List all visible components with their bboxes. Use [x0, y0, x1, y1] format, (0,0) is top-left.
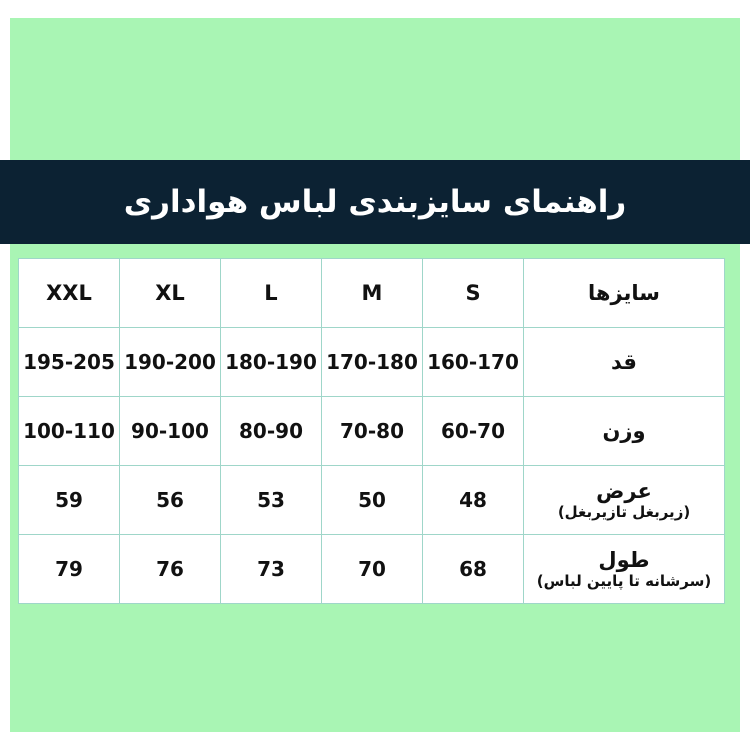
cell-length-xl: 76	[120, 535, 221, 604]
table-header-row	[19, 259, 725, 328]
header-size-m: M	[322, 259, 423, 328]
cell-width-s: 48	[423, 466, 524, 535]
right-margin	[740, 0, 750, 750]
cell-weight-m: 70-80	[322, 397, 423, 466]
cell-height-xxl: 195-205	[19, 328, 120, 397]
table-row	[19, 328, 725, 397]
cell-weight-xxl: 100-110	[19, 397, 120, 466]
row-label-width: عرض (زیربغل تازیربغل)	[524, 466, 725, 535]
header-label: سایزها	[588, 280, 660, 305]
size-table-container	[25, 258, 725, 604]
cell-length-s: 68	[423, 535, 524, 604]
cell-length-l: 73	[221, 535, 322, 604]
table-row	[19, 397, 725, 466]
left-margin	[0, 0, 10, 750]
cell-width-l: 53	[221, 466, 322, 535]
header-size-s: S	[423, 259, 524, 328]
cell-weight-l: 80-90	[221, 397, 322, 466]
title-bar	[0, 160, 750, 244]
row-label-length: طول (سرشانه تا پایین لباس)	[524, 535, 725, 604]
top-margin	[0, 0, 750, 18]
table-row	[19, 535, 725, 604]
bottom-margin	[0, 732, 750, 750]
cell-width-m: 50	[322, 466, 423, 535]
cell-height-s: 160-170	[423, 328, 524, 397]
header-size-xl: XL	[120, 259, 221, 328]
cell-height-l: 180-190	[221, 328, 322, 397]
header-size-xxl: XXL	[19, 259, 120, 328]
cell-width-xl: 56	[120, 466, 221, 535]
size-table	[18, 258, 725, 604]
page-title: راهنمای سایزبندی لباس هواداری	[123, 184, 627, 220]
cell-height-m: 170-180	[322, 328, 423, 397]
cell-weight-s: 60-70	[423, 397, 524, 466]
cell-length-xxl: 79	[19, 535, 120, 604]
table-row	[19, 466, 725, 535]
header-size-l: L	[221, 259, 322, 328]
row-label-height: قد	[524, 328, 725, 397]
cell-width-xxl: 59	[19, 466, 120, 535]
row-label-weight: وزن	[524, 397, 725, 466]
header-label-cell	[524, 259, 725, 328]
cell-weight-xl: 90-100	[120, 397, 221, 466]
cell-length-m: 70	[322, 535, 423, 604]
cell-height-xl: 190-200	[120, 328, 221, 397]
